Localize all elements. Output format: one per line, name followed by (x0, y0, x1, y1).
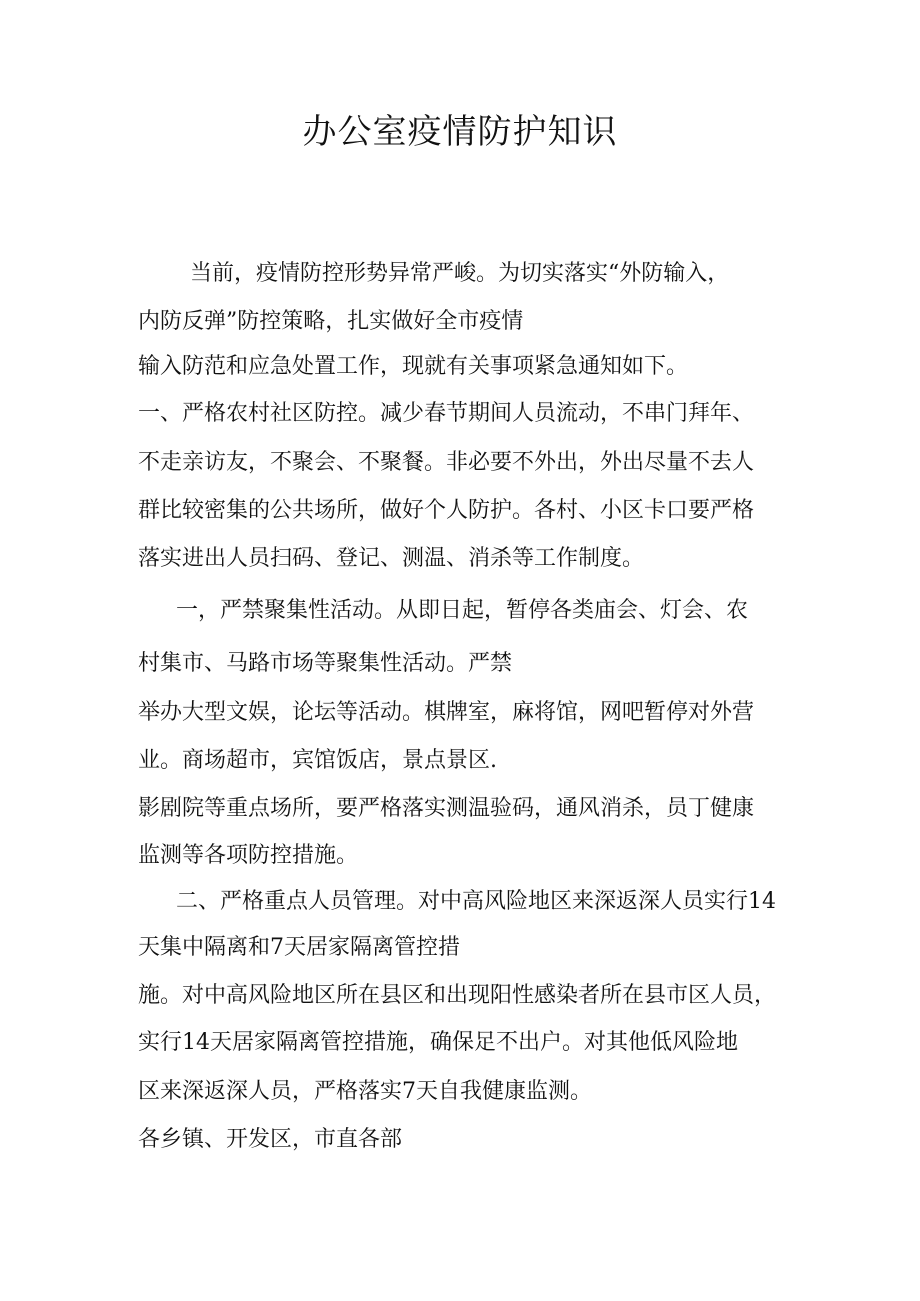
paragraph-line: 实行14天居家隔离管控措施，确保足不出户。对其他低风险地 (138, 1030, 738, 1055)
paragraph-line: 各乡镇、开发区，市直各部 (138, 1127, 403, 1152)
paragraph-line: 业。商场超市，宾馆饭店，景点景区. (138, 748, 497, 773)
paragraph-line: 输入防范和应急处置工作，现就有关事项紧急通知如下。 (138, 354, 689, 379)
paragraph-line: 当前，疫情防控形势异常严峻。为切实落实“外防输入， (190, 261, 730, 286)
paragraph-line: 不走亲访友，不聚会、不聚餐。非必要不外出，外出尽量不去人 (138, 450, 755, 475)
paragraph-line: 一、严格农村社区防控。减少春节期间人员流动，不串门拜年、 (138, 401, 755, 426)
paragraph-line: 举办大型文娱，论坛等活动。棋牌室，麻将馆，网吧暂停对外营 (138, 700, 755, 725)
paragraph-line: 区来深返深人员，严格落实7天自我健康监测。 (138, 1079, 592, 1104)
paragraph-line: 内防反弹”防控策略，扎实做好全市疫情 (138, 309, 524, 334)
paragraph-line: 一，严禁聚集性活动。从即日起，暂停各类庙会、灯会、农 (176, 598, 749, 623)
paragraph-line: 二、严格重点人员管理。对中高风险地区来深返深人员实行14 (176, 889, 776, 914)
paragraph-line: 影剧院等重点场所，要严格落实测温验码，通风消杀，员丁健康 (138, 796, 755, 821)
paragraph-line: 施。对中高风险地区所在县区和出现阳性感染者所在县市区人员， (138, 983, 777, 1008)
paragraph-line: 群比较密集的公共场所，做好个人防护。各村、小区卡口要严格 (138, 498, 755, 523)
paragraph-line: 监测等各项防控措施。 (138, 843, 359, 868)
paragraph-line: 落实进出人员扫码、登记、测温、消杀等工作制度。 (138, 546, 645, 571)
paragraph-line: 天集中隔离和7天居家隔离管控措 (138, 935, 460, 960)
document-title: 办公室疫情防护知识 (302, 112, 618, 152)
paragraph-line: 村集市、马路市场等聚集性活动。严禁 (138, 651, 513, 676)
